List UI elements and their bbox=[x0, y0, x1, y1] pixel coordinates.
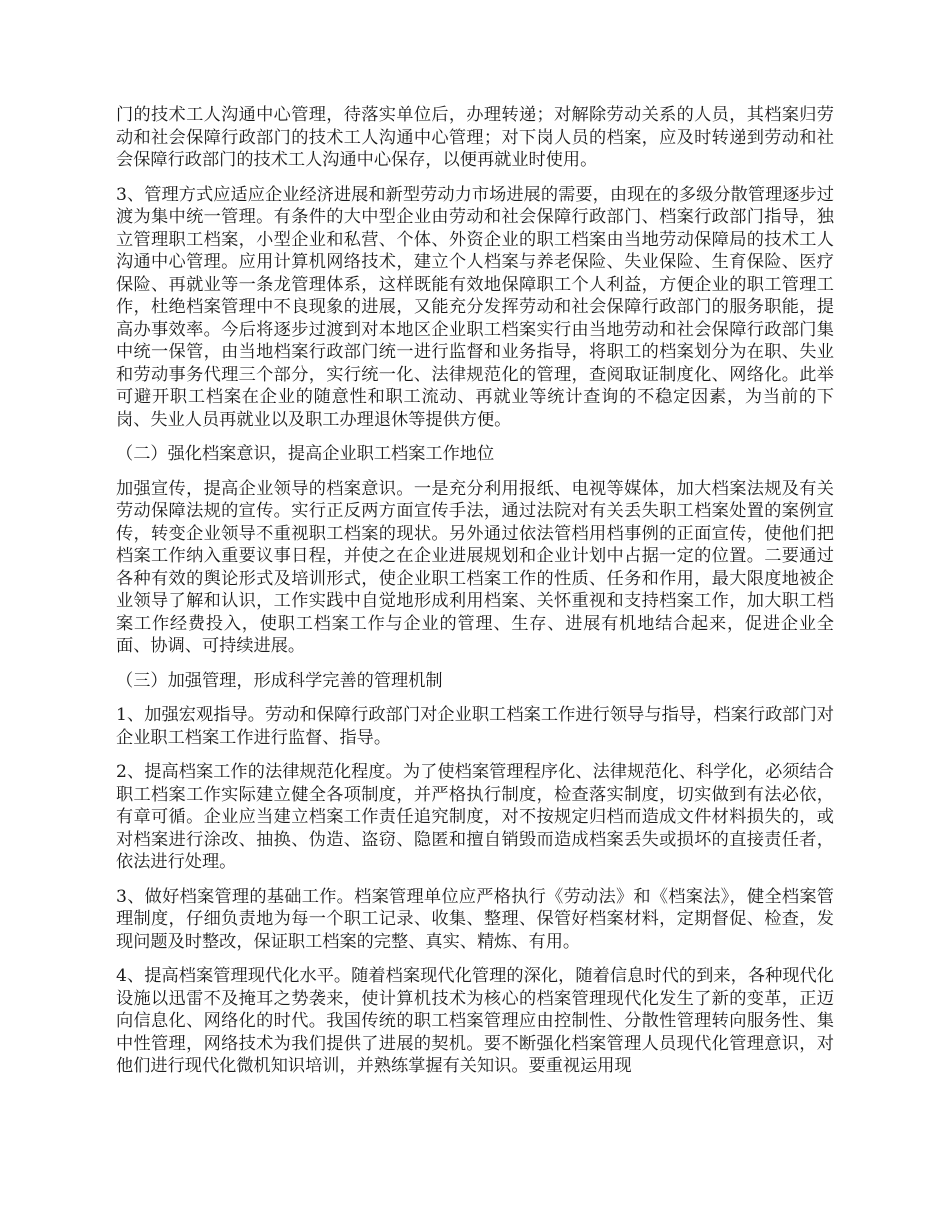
paragraph-basic-work: 3、做好档案管理的基础工作。档案管理单位应严格执行《劳动法》和《档案法》，健全档案管理制度，仔细负责地为每一个职工记录、收集、整理、保管好档案材料，定期督促、检查，发现问题及时整改，保证职工档案的完整、真实、精炼、有用。 bbox=[116, 886, 834, 952]
paragraph-archive-transfer: 门的技术工人沟通中心管理，待落实单位后，办理转递；对解除劳动关系的人员，其档案归劳动和社会保障行政部门的技术工人沟通中心管理；对下岗人员的档案，应及时转递到劳动和社会保障行政部门的技术工人沟通中心保存，以便再就业时使用。 bbox=[116, 105, 834, 170]
paragraph-legal-standardization: 2、提高档案工作的法律规范化程度。为了使档案管理程序化、法律规范化、科学化，必须结合职工档案工作实际建立健全各项制度，并严格执行制度，检查落实制度，切实做到有法必依，有章可循。企业应当建立档案工作责任追究制度，对不按规定归档而造成文件材料损失的，或对档案进行涂改、抽换、伪造、盗窃、隐匿和擅自销毁而造成档案丢失或损坏的直接责任者，依法进行处理。 bbox=[116, 762, 834, 872]
paragraph-macro-guidance: 1、加强宏观指导。劳动和保障行政部门对企业职工档案工作进行领导与指导，档案行政部门对企业职工档案工作进行监督、指导。 bbox=[116, 705, 834, 748]
paragraph-publicity: 加强宣传，提高企业领导的档案意识。一是充分利用报纸、电视等媒体，加大档案法规及有关劳动保障法规的宣传。实行正反两方面宣传手法，通过法院对有关丢失职工档案处置的案例宣传，转变企业领导不重视职工档案的现状。另外通过依法管档用档事例的正面宣传，使他们把档案工作纳入重要议事日程，并使之在企业进展规划和企业计划中占据一定的位置。二要通过各种有效的舆论形式及培训形式，使企业职工档案工作的性质、任务和作用，最大限度地被企业领导了解和认识，工作实践中自觉地形成利用档案、关怀重视和支持档案工作，加大职工档案工作经费投入，使职工档案工作与企业的管理、生存、进展有机地结合起来，促进企业全面、协调、可持续进展。 bbox=[116, 478, 834, 656]
section-heading-management: （三）加强管理，形成科学完善的管理机制 bbox=[116, 670, 443, 691]
paragraph-modernization: 4、提高档案管理现代化水平。随着档案现代化管理的深化，随着信息时代的到来，各种现代化设施以迅雷不及掩耳之势袭来，使计算机技术为核心的档案管理现代化发生了新的变革，正迈向信息化、网络化的时代。我国传统的职工档案管理应由控制性、分散性管理转向服务性、集中性管理，网络技术为我们提供了进展的契机。要不断强化档案管理人员现代化管理意识，对他们进行现代化微机知识培训，并熟练掌握有关知识。要重视运用现 bbox=[116, 966, 834, 1076]
section-heading-awareness: （二）强化档案意识，提高企业职工档案工作地位 bbox=[116, 444, 495, 464]
paragraph-management-method: 3、管理方式应适应企业经济进展和新型劳动力市场进展的需要，由现在的多级分散管理逐步过渡为集中统一管理。有条件的大中型企业由劳动和社会保障行政部门、档案行政部门指导，独立管理职工档案，小型企业和私营、个体、外资企业的职工档案由当地劳动保障局的技术工人沟通中心管理。应用计算机网络技术，建立个人档案与养老保险、失业保险、生育保险、医疗保险、再就业等一条龙管理体系，这样既能有效地保障职工个人利益，方便企业的职工管理工作，杜绝档案管理中不良现象的进展，又能充分发挥劳动和社会保障行政部门的服务职能，提高办事效率。今后将逐步过渡到对本地区企业职工档案实行由当地劳动和社会保障行政部门集中统一保管，由当地档案行政部门统一进行监督和业务指导，将职工的档案划分为在职、失业和劳动事务代理三个部分，实行统一化、法律规范化的管理，查阅取证制度化、网络化。此举可避开职工档案在企业的随意性和职工流动、再就业等统计查询的不稳定因素，为当前的下岗、失业人员再就业以及职工办理退休等提供方便。 bbox=[116, 184, 834, 430]
